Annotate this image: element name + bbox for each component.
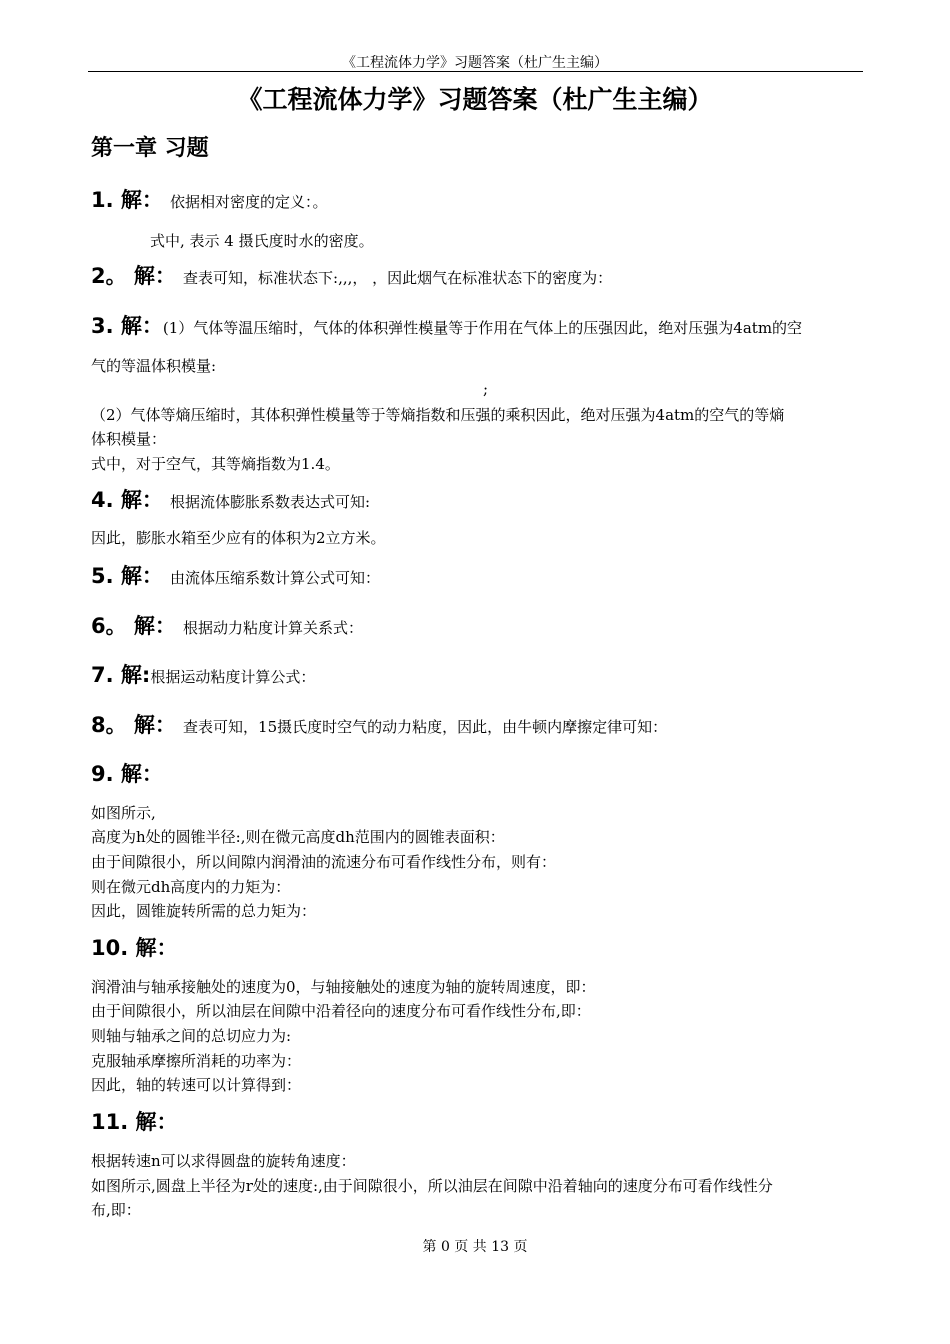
problem-number: 9. 解：	[91, 762, 163, 786]
problem-number: 8。 解：	[91, 713, 176, 737]
running-header: 《工程流体力学》习题答案（杜广生主编）	[342, 55, 608, 71]
problem-10	[91, 932, 178, 962]
body-line: 因此，轴的转速可以计算得到：	[91, 1076, 302, 1094]
body-line: ;	[483, 380, 489, 398]
problem-number: 11. 解：	[91, 1110, 178, 1134]
body-line: 如图所示,	[91, 804, 156, 822]
header-divider	[88, 71, 863, 72]
problem-2	[91, 260, 612, 290]
problem-number: 5. 解：	[91, 564, 163, 588]
body-line: 由于间隙很小，所以油层在间隙中沿着径向的速度分布可看作线性分布,即：	[91, 1002, 591, 1020]
body-line: 式中, 表示 4 摄氏度时水的密度。	[150, 232, 374, 250]
body-line: 润滑油与轴承接触处的速度为0，与轴接触处的速度为轴的旋转周速度，即：	[91, 978, 596, 996]
problem-1	[91, 184, 328, 214]
problem-4	[91, 484, 370, 514]
body-line: 因此，膨胀水箱至少应有的体积为2立方米。	[91, 529, 386, 547]
body-line: 克服轴承摩擦所消耗的功率为：	[91, 1052, 302, 1070]
problem-text: 根据流体膨胀系数表达式可知:	[170, 493, 371, 511]
problem-text: (1）气体等温压缩时，气体的体积弹性模量等于作用在气体上的压强因此，绝对压强为4atm的空	[162, 319, 803, 337]
body-line: 则轴与轴承之间的总切应力为:	[91, 1027, 292, 1045]
page-number-footer: 第 0 页 共 13 页	[422, 1239, 528, 1255]
problem-9	[91, 758, 163, 788]
problem-number: 2。 解：	[91, 264, 176, 288]
body-line: 根据转速n可以求得圆盘的旋转角速度：	[91, 1152, 356, 1170]
problem-number: 1. 解：	[91, 188, 163, 212]
body-line: （2）气体等熵压缩时，其体积弹性模量等于等熵指数和压强的乘积因此，绝对压强为4atm的空气的等熵	[91, 406, 785, 424]
problem-number: 4. 解：	[91, 488, 163, 512]
problem-text: 根据动力粘度计算关系式：	[183, 619, 364, 637]
body-line: 由于间隙很小，所以间隙内润滑油的流速分布可看作线性分布，则有：	[91, 853, 557, 871]
body-line: 式中，对于空气，其等熵指数为1.4。	[91, 455, 340, 473]
problem-text: 查表可知，15摄氏度时空气的动力粘度，因此，由牛顿内摩擦定律可知：	[183, 718, 668, 736]
problem-5	[91, 560, 380, 590]
problem-number: 7. 解:	[91, 663, 151, 687]
body-line: 如图所示,圆盘上半径为r处的速度:,由于间隙很小，所以油层在间隙中沿着轴向的速度分布可看作线性分	[91, 1177, 773, 1195]
problem-number: 3. 解：	[91, 314, 163, 338]
problem-text: 由流体压缩系数计算公式可知：	[170, 569, 381, 587]
problem-text: 根据运动粘度计算公式：	[150, 668, 316, 686]
problem-text: 查表可知，标准状态下:,,,， ，因此烟气在标准状态下的密度为：	[183, 269, 613, 287]
problem-11	[91, 1106, 178, 1136]
problem-6	[91, 610, 363, 640]
body-line: 体积模量：	[91, 430, 167, 448]
chapter-heading: 第一章 习题	[91, 135, 209, 161]
problem-8	[91, 709, 667, 739]
problem-text: 依据相对密度的定义：。	[170, 193, 328, 211]
body-line: 布,即：	[91, 1201, 141, 1219]
body-line: 因此，圆锥旋转所需的总力矩为：	[91, 902, 317, 920]
document-title: 《工程流体力学》习题答案（杜广生主编）	[237, 85, 713, 114]
body-line: 则在微元dh高度内的力矩为：	[91, 878, 291, 896]
problem-number: 10. 解：	[91, 936, 178, 960]
body-line: 高度为h处的圆锥半径:,则在微元高度dh范围内的圆锥表面积：	[91, 828, 505, 846]
problem-number: 6。 解：	[91, 614, 176, 638]
problem-3	[91, 310, 802, 340]
problem-7	[91, 659, 315, 689]
body-line: 气的等温体积模量:	[91, 357, 217, 375]
